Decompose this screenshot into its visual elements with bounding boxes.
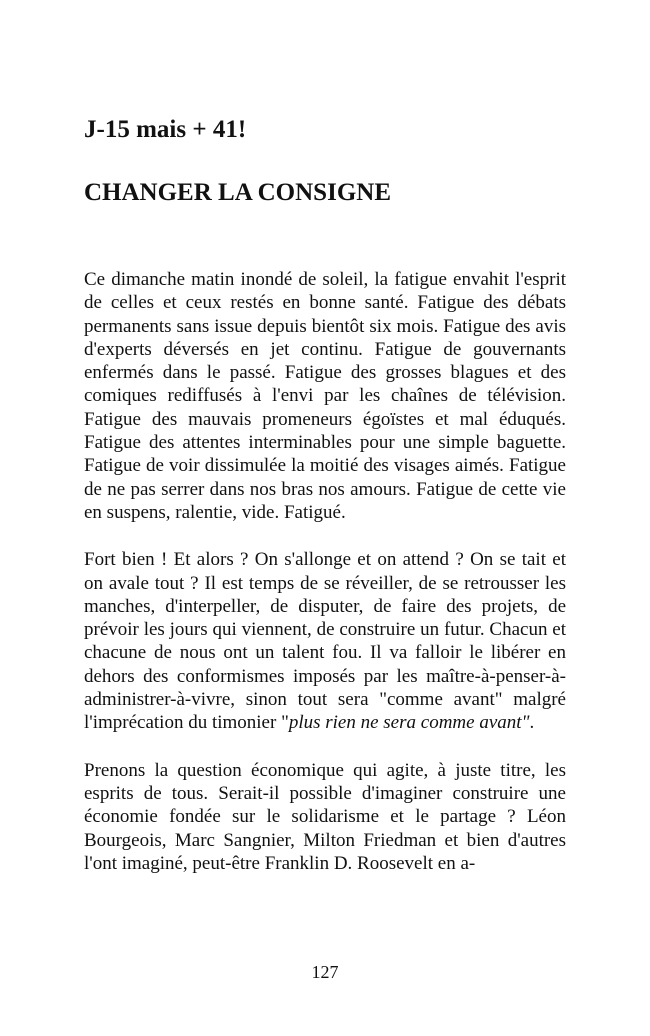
paragraph-1-text: Ce dimanche matin inondé de soleil, la fatigue envahit l'esprit de celles et ceux restés en bonne santé. Fatigue des débats permanents sans issue depuis bientôt six mois. Fatigue des avis d'experts déversés en jet continu. Fatigue de gouvernants enfermés dans le passé. Fatigue des grosses blagues et des comiques rediffusés à l'envi par les chaînes de télévision. Fatigue des mauvais promeneurs égoïstes et mal éduqués. Fatigue des attentes interminables pour une simple baguette. Fatigue de voir dissimulée la moitié des visages aimés. Fatigue de ne pas serrer dans nos bras nos amours. Fatigue de cette vie en suspens, ralentie, vide. Fatigué. [84,269,566,523]
date-heading: J-15 mais + 41! [84,116,247,143]
paragraph-1 [84,268,566,524]
page-number: 127 [311,962,339,982]
paragraph-3-text: Prenons la question économique qui agite, à juste titre, les esprits de tous. Serait-il possible d'imaginer construire une économie fondée sur le solidarisme et le partage ? Léon Bourgeois, Marc Sangnier, Milton Friedman et bien d'autres l'ont imaginé, peut-être Franklin D. Roosevelt en a- [84,759,566,874]
body-text [84,268,566,899]
chapter-title: CHANGER LA CONSIGNE [84,179,391,206]
paragraph-2 [84,548,566,734]
paragraph-2-text: Fort bien ! Et alors ? On s'allonge et on attend ? On se tait et on avale tout ? Il est temps de se réveiller, de se retrousser les manches, d'interpeller, de disputer, de faire des projets, de prévoir les jours qui viennent, de construire un futur. Chacun et chacune de nous ont un talent fou. Il va falloir le libérer en dehors des conformismes imposés par les maître-à-penser-à-administrer-à-vivre, sinon tout sera "comme avant" malgré l'imprécation du timonier " [84,549,566,734]
paragraph-2-italic-quote: plus rien ne sera comme avant" [288,712,530,734]
paragraph-2-tail: . [529,712,535,734]
paragraph-3 [84,759,566,875]
